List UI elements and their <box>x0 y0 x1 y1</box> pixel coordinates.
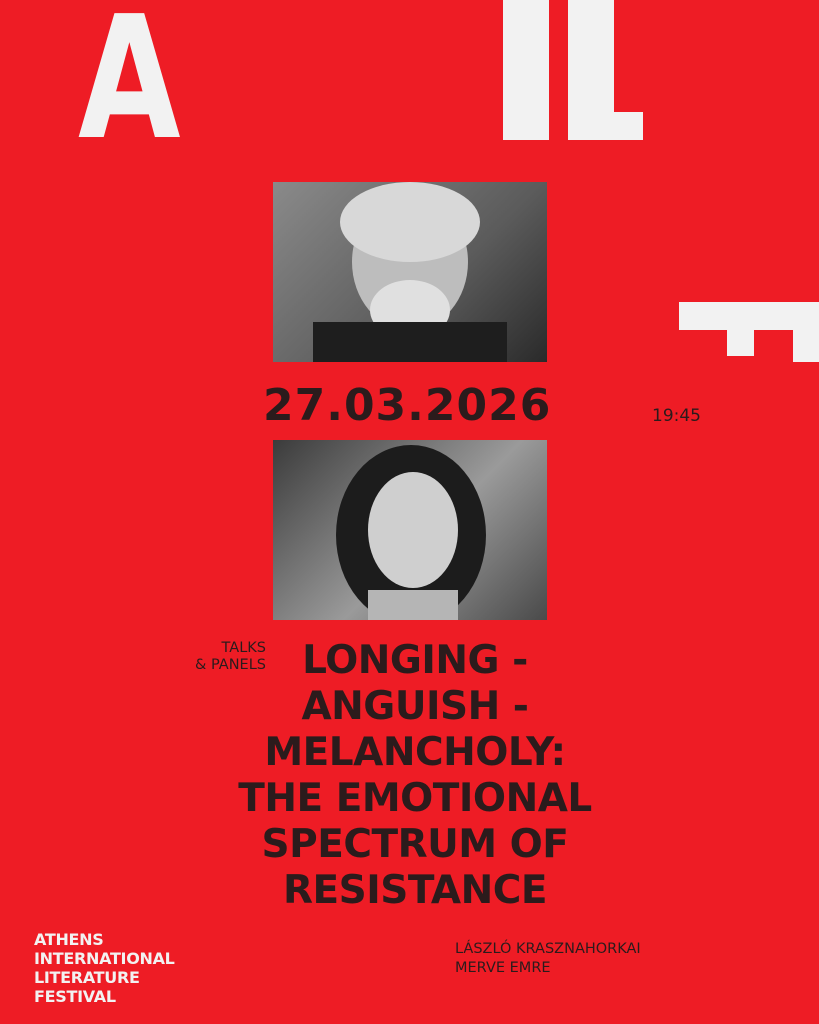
event-date: 27.03.2026 <box>263 380 552 431</box>
event-time: 19:45 <box>652 406 701 426</box>
category-line: TALKS <box>221 640 266 656</box>
festival-line: ATHENS <box>34 930 104 949</box>
title-line: THE EMOTIONAL <box>238 776 592 821</box>
title-line: LONGING - <box>302 638 528 683</box>
event-title <box>190 638 640 914</box>
festival-line: LITERATURE <box>34 968 140 987</box>
festival-line: INTERNATIONAL <box>34 949 175 968</box>
logo-letter-a: A <box>78 0 178 178</box>
speaker-photo-2 <box>273 440 547 620</box>
speaker-list <box>455 940 641 978</box>
logo-letter-f-stem-right <box>793 302 819 362</box>
title-line: SPECTRUM OF <box>261 822 569 867</box>
speaker-photo-1 <box>273 182 547 362</box>
festival-name <box>34 930 175 1006</box>
title-line: MELANCHOLY: <box>264 730 566 775</box>
title-line: ANGUISH - <box>301 684 529 729</box>
logo-letter-l-foot <box>568 112 643 140</box>
logo-letter-i <box>503 0 549 140</box>
festival-line: FESTIVAL <box>34 987 116 1006</box>
category-line: & PANELS <box>195 657 266 673</box>
speaker-name: LÁSZLÓ KRASZNAHORKAI <box>455 941 641 957</box>
speaker-name: MERVE EMRE <box>455 960 551 976</box>
logo-letter-f-stem <box>727 302 754 356</box>
title-line: RESISTANCE <box>282 868 548 913</box>
